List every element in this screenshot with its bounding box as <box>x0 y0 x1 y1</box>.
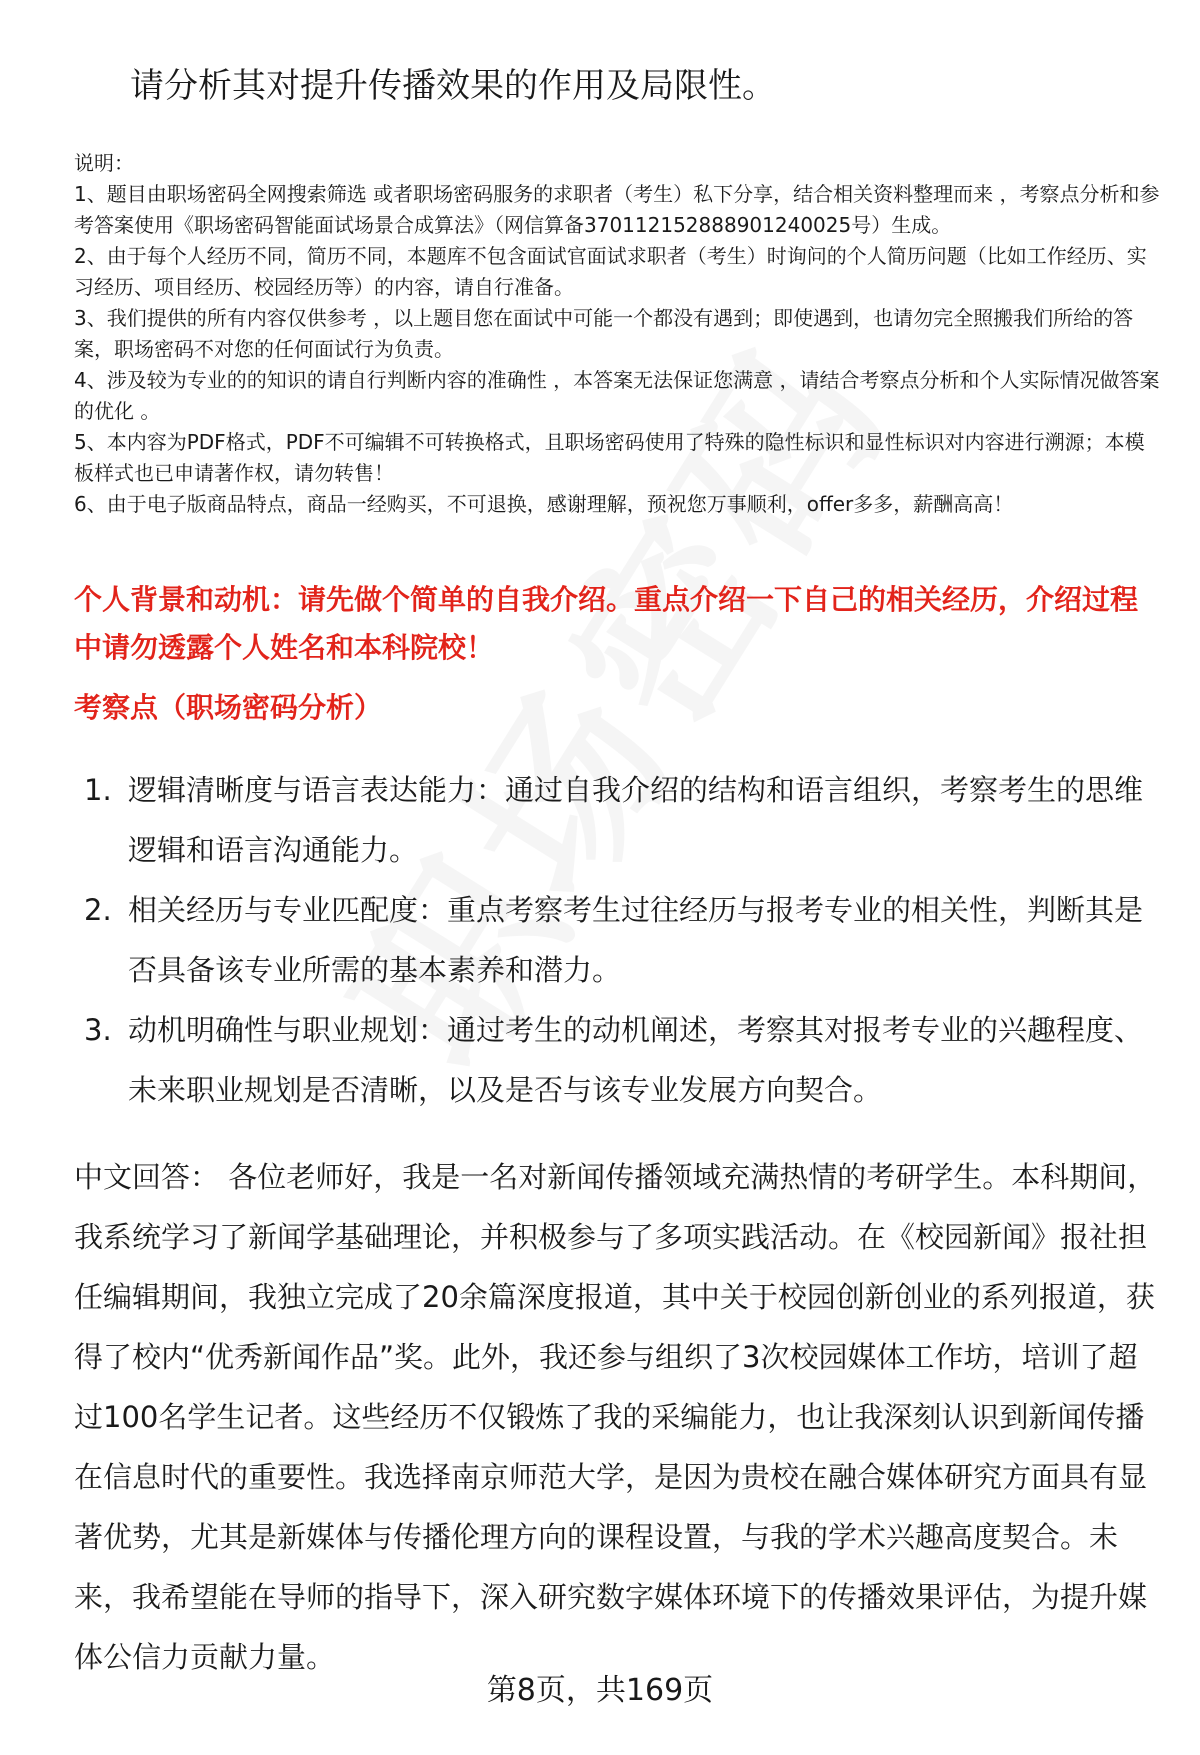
list-item-number: 1. <box>84 773 112 807</box>
list-item-text: 逻辑清晰度与语言表达能力：通过自我介绍的结构和语言组织，考察考生的思维逻辑和语言沟通能力。 <box>128 773 1144 867</box>
note-item: 3、我们提供的所有内容仅供参考 ，以上题目您在面试中可能一个都没有遇到；即使遇到，也请勿完全照搬我们所给的答案，职场密码不对您的任何面试行为负责。 <box>74 306 1134 361</box>
note-item: 1、题目由职场密码全网搜索筛选 或者职场密码服务的求职者（考生）私下分享，结合相关资料整理而来 ，考察点分析和参考答案使用《职场密码智能面试场景合成算法》（网信算备370112152888901240025号）生成。 <box>74 182 1160 237</box>
notes-title: 说明： <box>74 151 134 175</box>
list-item-number: 2. <box>84 893 112 927</box>
list-item-number: 3. <box>84 1013 112 1047</box>
list-item <box>74 1000 1164 1120</box>
list-item-text: 动机明确性与职业规划：通过考生的动机阐述，考察其对报考专业的兴趣程度、未来职业规划是否清晰，以及是否与该专业发展方向契合。 <box>128 1013 1144 1107</box>
note-item: 5、本内容为PDF格式，PDF不可编辑不可转换格式，且职场密码使用了特殊的隐性标识和显性标识对内容进行溯源；本模板样式也已申请著作权，请勿转售！ <box>74 430 1145 485</box>
assessment-points-list <box>74 760 1164 1120</box>
assessment-points-heading: 考察点（职场密码分析） <box>74 691 383 724</box>
chinese-answer: 中文回答： 各位老师好，我是一名对新闻传播领域充满热情的考研学生。本科期间，我系统学习了新闻学基础理论，并积极参与了多项实践活动。在《校园新闻》报社担任编辑期间，我独立完成了20余篇深度报道，其中关于校园创新创业的系列报道，获得了校内“优秀新闻作品”奖。此外，我还参与组织了3次校园媒体工作坊，培训了超过100名学生记者。这些经历不仅锻炼了我的采编能力，也让我深刻认识到新闻传播在信息时代的重要性。我选择南京师范大学，是因为贵校在融合媒体研究方面具有显著优势，尤其是新媒体与传播伦理方向的课程设置，与我的学术兴趣高度契合。未来，我希望能在导师的指导下，深入研究数字媒体环境下的传播效果评估，为提升媒体公信力贡献力量。 <box>74 1160 1157 1674</box>
note-item: 2、由于每个人经历不同，简历不同，本题库不包含面试官面试求职者（考生）时询问的个人简历问题（比如工作经历、实习经历、项目经历、校园经历等）的内容，请自行准备。 <box>74 244 1147 299</box>
note-item: 4、涉及较为专业的的知识的请自行判断内容的准确性 ，本答案无法保证您满意 ，请结合考察点分析和个人实际情况做答案的优化 。 <box>74 368 1160 423</box>
list-item <box>74 760 1164 880</box>
background-question-heading: 个人背景和动机：请先做个简单的自我介绍。重点介绍一下自己的相关经历，介绍过程中请勿透露个人姓名和本科院校！ <box>74 583 1139 664</box>
list-item <box>74 880 1164 1000</box>
list-item-text: 相关经历与专业匹配度：重点考察考生过往经历与报考专业的相关性，判断其是否具备该专业所需的基本素养和潜力。 <box>128 893 1144 987</box>
page-number: 第8页，共169页 <box>486 1673 714 1708</box>
notes-section <box>74 148 1164 520</box>
note-item: 6、由于电子版商品特点，商品一经购买，不可退换，感谢理解，预祝您万事顺利，offer多多，薪酬高高！ <box>74 492 1014 516</box>
question-continuation: 请分析其对提升传播效果的作用及局限性。 <box>130 66 776 106</box>
